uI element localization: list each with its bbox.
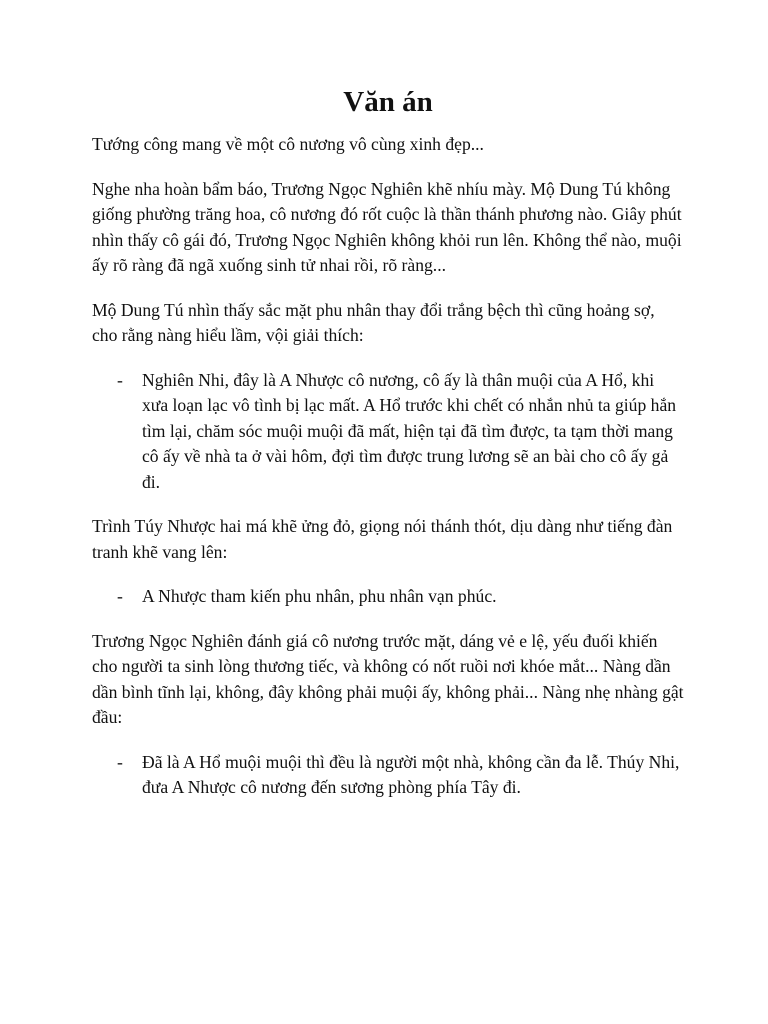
paragraph-report: Nghe nha hoàn bẩm báo, Trương Ngọc Nghiên khẽ nhíu mày. Mộ Dung Tú không giống phường trăng hoa, cô nương đó rốt cuộc là thần thánh phương nào. Giây phút nhìn thấy cô gái đó, Trương Ngọc Nghiên không khỏi run lên. Không thể nào, muội ấy rõ ràng đã ngã xuống sinh tử nhai rồi, rõ ràng... <box>92 178 682 275</box>
dialogue-dash: - <box>117 751 123 772</box>
dialogue-dash: - <box>117 369 123 390</box>
dialogue-text: A Nhược tham kiến phu nhân, phu nhân vạn phúc. <box>142 586 497 606</box>
paragraph-voice: Trình Túy Nhược hai má khẽ ửng đỏ, giọng nói thánh thót, dịu dàng như tiếng đàn tranh khẽ vang lên: <box>92 516 673 562</box>
dialogue-dash: - <box>117 586 123 606</box>
dialogue-line-truong-ngoc-nghien <box>92 750 684 801</box>
dialogue-line-a-nhuoc <box>92 584 684 610</box>
paragraph-explanation-lead: Mộ Dung Tú nhìn thấy sắc mặt phu nhân thay đổi trắng bệch thì cũng hoảng sợ, cho rằng nàng hiểu lầm, vội giải thích: <box>92 299 655 345</box>
dialogue-line-mo-dung-tu <box>92 368 684 496</box>
dialogue-text: Đã là A Hổ muội muội thì đều là người một nhà, không cần đa lễ. Thúy Nhi, đưa A Nhược cô nương đến sương phòng phía Tây đi. <box>142 751 680 797</box>
document-page <box>92 82 684 820</box>
dialogue-text: Nghiên Nhi, đây là A Nhược cô nương, cô ấy là thân muội của A Hổ, khi xưa loạn lạc vô tình bị lạc mất. A Hổ trước khi chết có nhắn nhủ ta giúp hắn tìm lại, chăm sóc muội muội đã mất, hiện tại đã tìm được, ta tạm thời mang cô ấy về nhà ta ở vài hôm, đợi tìm được trung lương sẽ an bài cho cô ấy gả đi. <box>142 369 677 492</box>
paragraph-assessment: Trương Ngọc Nghiên đánh giá cô nương trước mặt, dáng vẻ e lệ, yếu đuối khiến cho người ta sinh lòng thương tiếc, và không có nốt ruồi nơi khóe mắt... Nàng dần dần bình tĩnh lại, không, đây không phải muội ấy, không phải... Nàng nhẹ nhàng gật đầu: <box>92 630 684 727</box>
document-title: Văn án <box>343 86 433 118</box>
paragraph-intro: Tướng công mang về một cô nương vô cùng xinh đẹp... <box>92 134 484 154</box>
